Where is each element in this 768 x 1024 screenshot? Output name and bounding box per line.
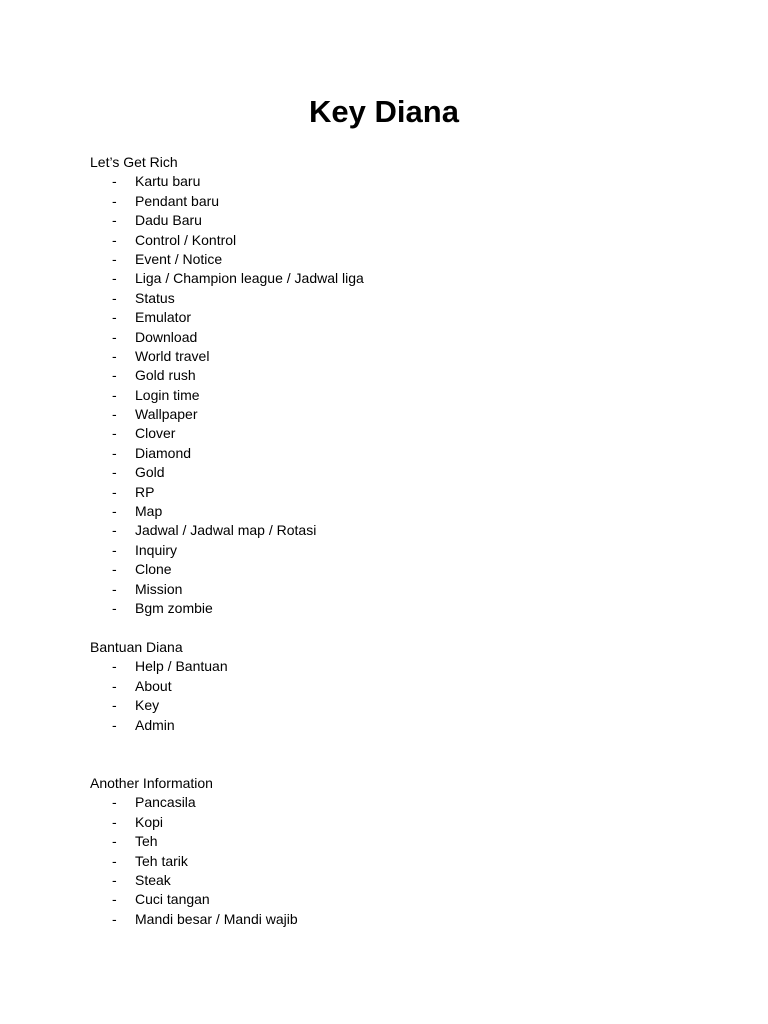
bullet-dash: - (112, 852, 117, 869)
list-item-text: Help / Bantuan (135, 658, 228, 675)
list-item-text: RP (135, 483, 155, 500)
bullet-dash: - (112, 716, 117, 733)
section-another-information (90, 774, 690, 929)
bullet-dash: - (112, 503, 117, 520)
bullet-dash: - (112, 677, 117, 694)
bullet-dash: - (112, 289, 117, 306)
list-item (90, 444, 690, 463)
list-item (90, 192, 690, 211)
bullet-dash: - (112, 813, 117, 830)
list-item-text: Clover (135, 425, 176, 442)
bullet-dash: - (112, 328, 117, 345)
list-item (90, 541, 690, 560)
list-item (90, 172, 690, 191)
bullet-dash: - (112, 367, 117, 384)
list-item (90, 677, 690, 696)
list-item (90, 521, 690, 540)
list-item-text: Control / Kontrol (135, 231, 237, 248)
list-item (90, 852, 690, 871)
bullet-dash: - (112, 425, 117, 442)
list-item-text: Login time (135, 386, 200, 403)
list-item (90, 463, 690, 482)
item-list (90, 172, 690, 618)
bullet-dash: - (112, 697, 117, 714)
list-item (90, 211, 690, 230)
list-item (90, 308, 690, 327)
bullet-dash: - (112, 444, 117, 461)
list-item-text: Admin (135, 716, 175, 733)
list-item (90, 250, 690, 269)
list-item (90, 502, 690, 521)
list-item-text: Liga / Champion league / Jadwal liga (135, 270, 364, 287)
bullet-dash: - (112, 173, 117, 190)
list-item (90, 657, 690, 676)
item-list (90, 657, 690, 735)
bullet-dash: - (112, 347, 117, 364)
bullet-dash: - (112, 464, 117, 481)
list-item-text: Kopi (135, 813, 164, 830)
list-item (90, 424, 690, 443)
list-item-text: Jadwal / Jadwal map / Rotasi (135, 522, 317, 539)
list-item (90, 890, 690, 909)
list-item-text: Teh tarik (135, 852, 188, 869)
list-item-text: Bgm zombie (135, 599, 213, 616)
list-item-text: Emulator (135, 309, 192, 326)
section-heading: Bantuan Diana (90, 639, 183, 655)
list-item (90, 910, 690, 929)
bullet-dash: - (112, 212, 117, 229)
list-item (90, 832, 690, 851)
list-item (90, 716, 690, 735)
list-item (90, 813, 690, 832)
list-item-text: World travel (135, 347, 210, 364)
list-item (90, 386, 690, 405)
bullet-dash: - (112, 871, 117, 888)
list-item-text: Key (135, 697, 160, 714)
list-item-text: Event / Notice (135, 250, 223, 267)
list-item (90, 405, 690, 424)
list-item (90, 366, 690, 385)
list-item-text: Diamond (135, 444, 192, 461)
list-item-text: Pendant baru (135, 192, 220, 209)
bullet-dash: - (112, 250, 117, 267)
bullet-dash: - (112, 386, 117, 403)
list-item-text: Teh (135, 833, 158, 850)
bullet-dash: - (112, 794, 117, 811)
list-item (90, 483, 690, 502)
list-item-text: Gold (135, 464, 165, 481)
bullet-dash: - (112, 910, 117, 927)
list-item-text: Steak (135, 871, 171, 888)
bullet-dash: - (112, 833, 117, 850)
list-item (90, 328, 690, 347)
section-heading: Another Information (90, 775, 213, 791)
bullet-dash: - (112, 406, 117, 423)
list-item-text: Pancasila (135, 794, 196, 811)
bullet-dash: - (112, 483, 117, 500)
list-item-text: Clone (135, 561, 172, 578)
list-item (90, 560, 690, 579)
bullet-dash: - (112, 522, 117, 539)
list-item-text: Map (135, 503, 163, 520)
item-list (90, 793, 690, 929)
list-item-text: Download (135, 328, 198, 345)
list-item-text: Mandi besar / Mandi wajib (135, 910, 298, 927)
list-item (90, 289, 690, 308)
list-item (90, 599, 690, 618)
list-item (90, 580, 690, 599)
bullet-dash: - (112, 309, 117, 326)
bullet-dash: - (112, 231, 117, 248)
list-item (90, 231, 690, 250)
list-item-text: Kartu baru (135, 173, 201, 190)
list-item-text: Inquiry (135, 541, 178, 558)
list-item-text: Status (135, 289, 175, 306)
section-bantuan-diana (90, 638, 690, 735)
list-item-text: Gold rush (135, 367, 196, 384)
list-item (90, 871, 690, 890)
list-item-text: Dadu Baru (135, 212, 202, 229)
list-item (90, 696, 690, 715)
bullet-dash: - (112, 561, 117, 578)
bullet-dash: - (112, 658, 117, 675)
list-item (90, 347, 690, 366)
bullet-dash: - (112, 580, 117, 597)
bullet-dash: - (112, 541, 117, 558)
list-item-text: Mission (135, 580, 183, 597)
bullet-dash: - (112, 891, 117, 908)
list-item (90, 793, 690, 812)
list-item-text: About (135, 677, 172, 694)
list-item (90, 269, 690, 288)
bullet-dash: - (112, 599, 117, 616)
section-heading: Let’s Get Rich (90, 154, 178, 170)
list-item-text: Wallpaper (135, 406, 198, 423)
document-title: Key Diana (309, 94, 459, 129)
bullet-dash: - (112, 192, 117, 209)
section-lets-get-rich (90, 153, 690, 618)
bullet-dash: - (112, 270, 117, 287)
list-item-text: Cuci tangan (135, 891, 210, 908)
